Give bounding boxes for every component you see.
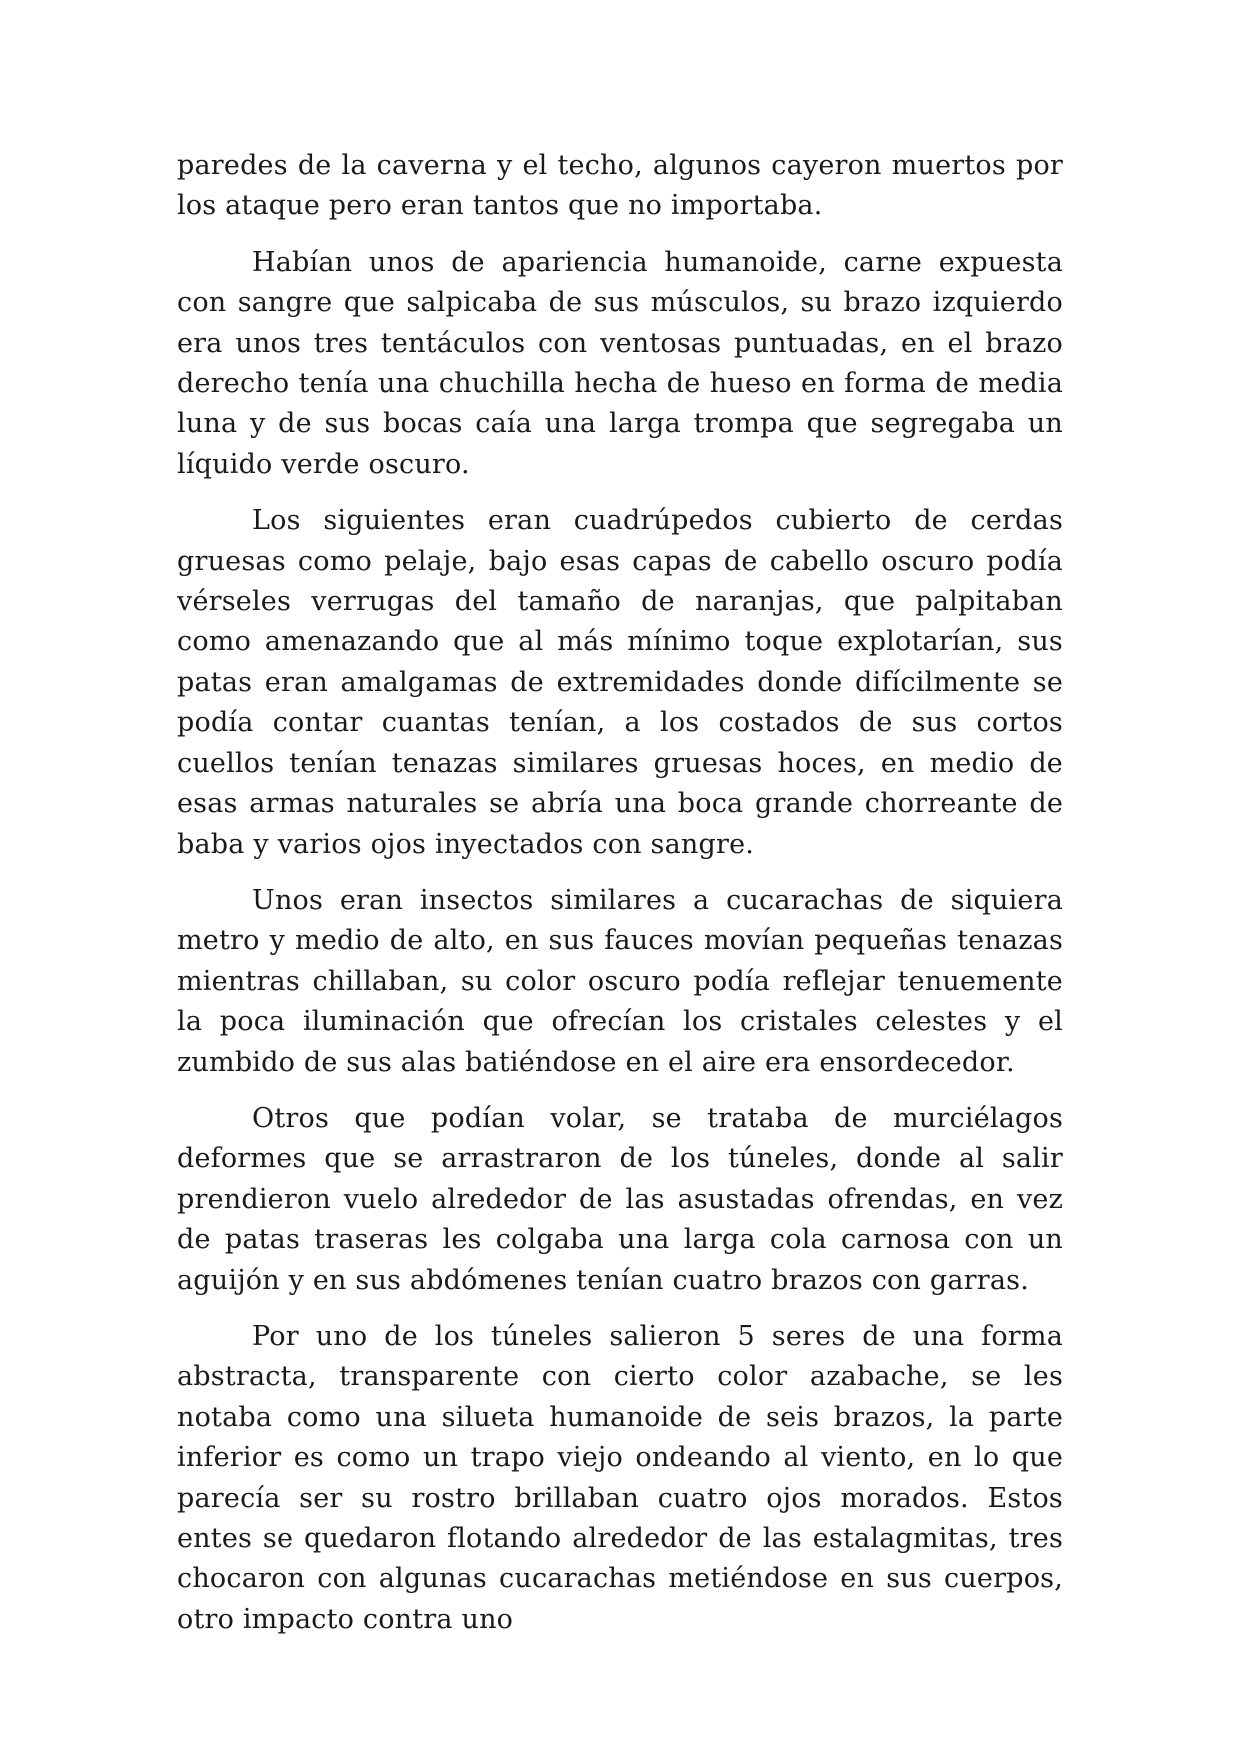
paragraph-4: Unos eran insectos similares a cucarachas de siquiera metro y medio de alto, en sus fauces movían pequeñas tenazas mientras chillaban, su color oscuro podía reflejar tenuemente la poca iluminación que ofrecían los cristales celestes y el zumbido de sus alas batiéndose en el aire era ensordecedor.	[177, 884, 1063, 1078]
paragraph-2: Habían unos de apariencia humanoide, carne expuesta con sangre que salpicaba de sus músculos, su brazo izquierdo era unos tres tentáculos con ventosas puntuadas, en el brazo derecho tenía una chuchilla hecha de hueso en forma de media luna y de sus bocas caía una larga trompa que segregaba un líquido verde oscuro.	[177, 246, 1063, 480]
body-text	[177, 146, 1063, 1640]
paragraph-5: Otros que podían volar, se trataba de murciélagos deformes que se arrastraron de los túneles, donde al salir prendieron vuelo alrededor de las asustadas ofrendas, en vez de patas traseras les colgaba una larga cola carnosa con un aguijón y en sus abdómenes tenían cuatro brazos con garras.	[177, 1102, 1063, 1296]
paragraph-6: Por uno de los túneles salieron 5 seres de una forma abstracta, transparente con cierto color azabache, se les notaba como una silueta humanoide de seis brazos, la parte inferior es como un trapo viejo ondeando al viento, en lo que parecía ser su rostro brillaban cuatro ojos morados. Estos entes se quedaron flotando alrededor de las estalagmitas, tres chocaron con algunas cucarachas metiéndose en sus cuerpos, otro impacto contra uno	[177, 1320, 1063, 1635]
paragraph-1: paredes de la caverna y el techo, algunos cayeron muertos por los ataque pero eran tantos que no importaba.	[177, 150, 1063, 222]
paragraph-3: Los siguientes eran cuadrúpedos cubierto de cerdas gruesas como pelaje, bajo esas capas de cabello oscuro podía vérseles verrugas del tamaño de naranjas, que palpitaban como amenazando que al más mínimo toque explotarían, sus patas eran amalgamas de extremidades donde difícilmente se podía contar cuantas tenían, a los costados de sus cortos cuellos tenían tenazas similares gruesas hoces, en medio de esas armas naturales se abría una boca grande chorreante de baba y varios ojos inyectados con sangre.	[177, 505, 1063, 860]
